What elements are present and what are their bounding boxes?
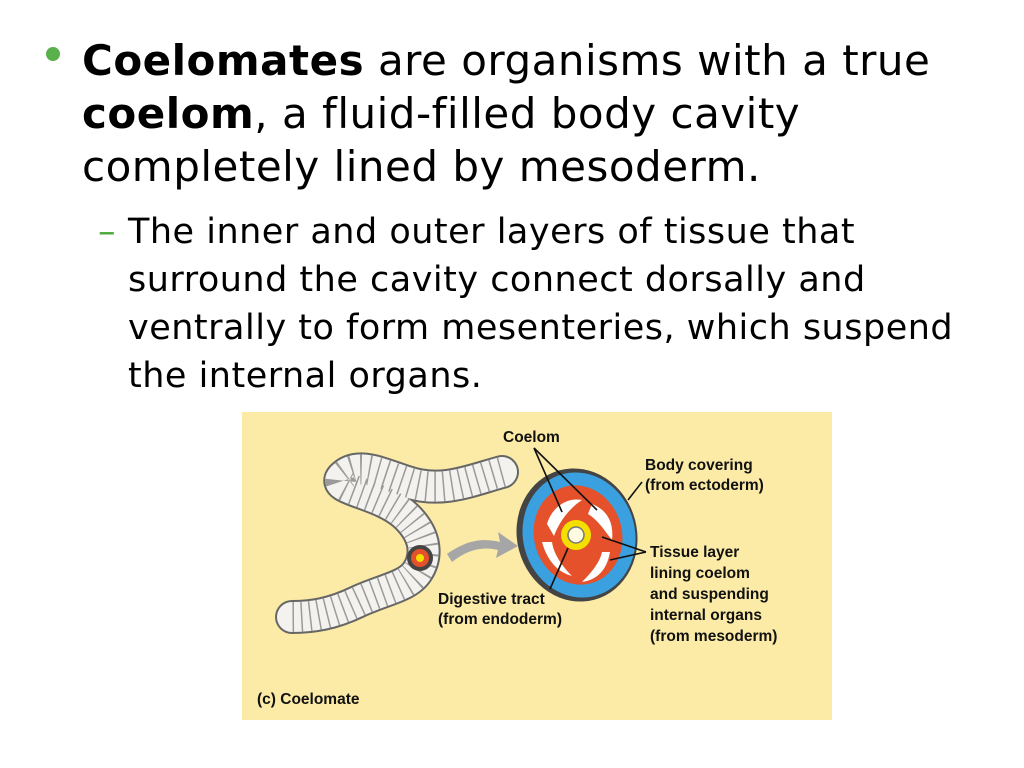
- label-digestive-1: Digestive tract: [438, 591, 545, 608]
- sub-bullet-dash: –: [98, 212, 116, 252]
- bullet-dot: [46, 47, 60, 61]
- main-text-1: are organisms with a true: [364, 36, 931, 85]
- label-tissue-layer-1: Tissue layer: [650, 544, 740, 561]
- term-coelom: coelom: [82, 89, 255, 138]
- figure-caption: (c) Coelomate: [257, 691, 360, 708]
- coelomate-figure: [242, 412, 832, 720]
- term-coelomates: Coelomates: [82, 36, 365, 85]
- main-text-2: , a fluid-filled body cavity completely lined by mesoderm.: [82, 89, 801, 191]
- label-tissue-layer-3: and suspending: [650, 586, 769, 603]
- label-tissue-layer-5: (from mesoderm): [650, 628, 778, 645]
- label-coelom: Coelom: [503, 429, 560, 446]
- label-tissue-layer-2: lining coelom: [650, 565, 750, 582]
- label-body-covering-2: (from ectoderm): [645, 477, 764, 494]
- label-tissue-layer-4: internal organs: [650, 607, 762, 624]
- coelomate-diagram: [242, 412, 832, 720]
- sub-bullet-text: The inner and outer layers of tissue that surround the cavity connect dorsally and ventrally to form mesenteries, which suspend the internal organs.: [128, 212, 954, 396]
- main-bullet-text: [82, 34, 1002, 193]
- gut-lumen: [568, 527, 584, 543]
- label-digestive-2: (from endoderm): [438, 611, 562, 628]
- label-body-covering-1: Body covering: [645, 457, 753, 474]
